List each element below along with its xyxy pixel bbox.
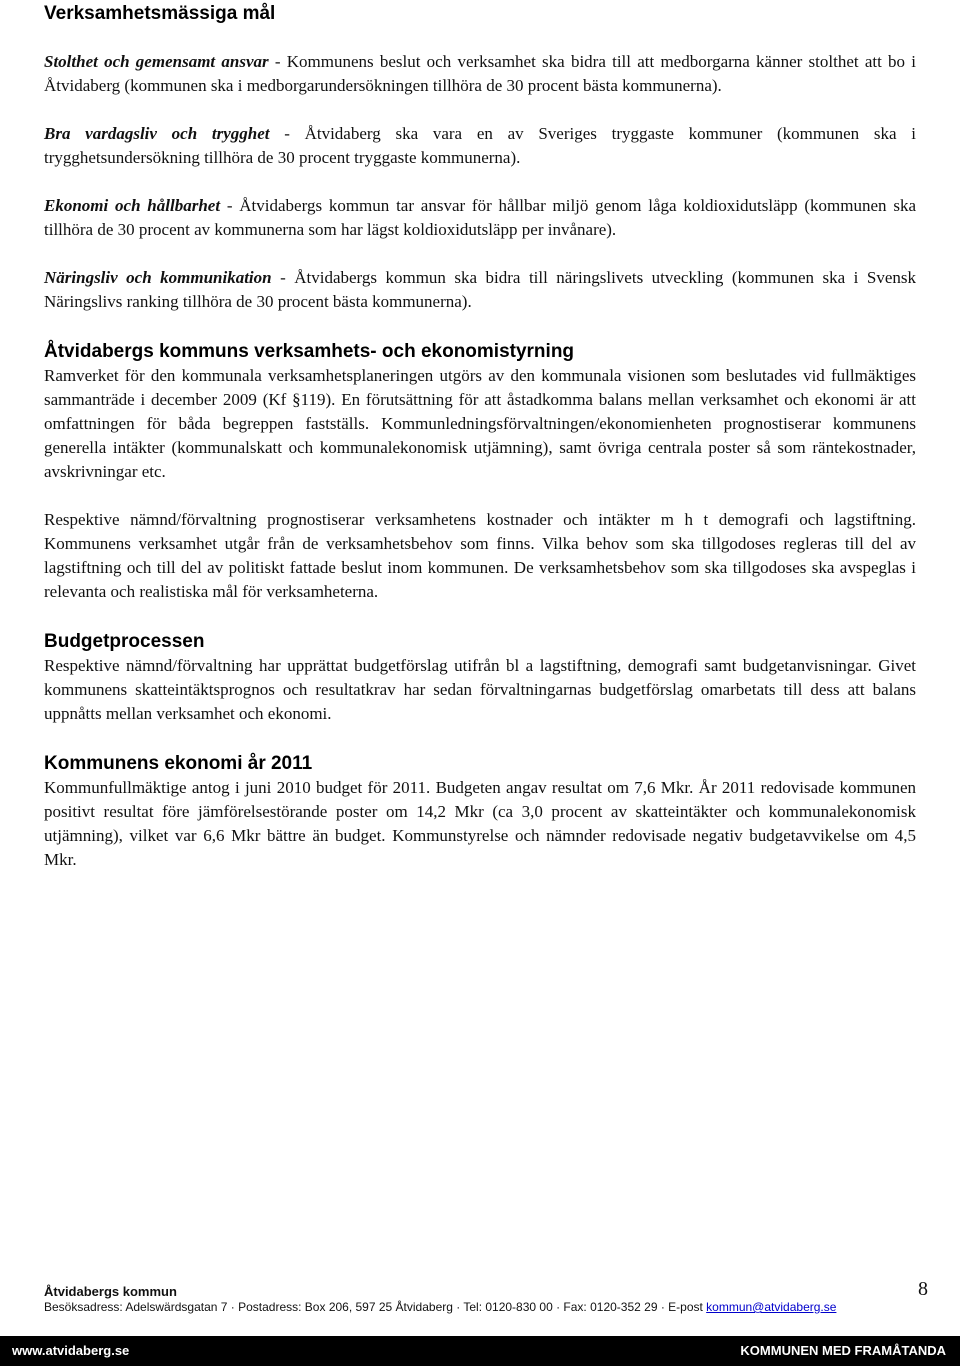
goal-text: - Åtvidabergs kommun ska bidra till näringslivets utveckling (kommunen ska i Svensk Näringslivs ranking tillhöra de 30 procent bästa kommunerna). [44, 268, 916, 311]
governance-paragraph: Respektive nämnd/förvaltning prognostiserar verksamhetens kostnader och intäkter m h t demografi och lagstiftning. Kommunens verksamhet utgår från de verksamhetsbehov som finns. Vilka behov som ska tillgodoses regleras till del av lagstiftning och till del av politiskt fattade beslut inom kommunen. De verksamhetsbehov som ska tillgodoses ska avspeglas i relevanta och realistiska mål för verksamheterna. [44, 510, 916, 601]
footer-bar [0, 1336, 960, 1366]
goal-paragraph [44, 266, 916, 314]
footer-email-link[interactable]: kommun@atvidaberg.se [706, 1300, 837, 1314]
goal-term: Ekonomi och hållbarhet [44, 196, 221, 215]
goal-paragraph [44, 50, 916, 98]
goal-paragraph [44, 122, 916, 170]
budget-paragraph: Respektive nämnd/förvaltning har upprättat budgetförslag utifrån bl a lagstiftning, demografi samt budgetanvisningar. Givet kommunens skatteintäktsprognos och resultatkrav har sedan förvaltningarnas budgetförslag omarbetats till dess att balans uppnåtts mellan verksamhet och ekonomi. [44, 656, 916, 723]
footer-website-link[interactable]: www.atvidaberg.se [12, 1343, 130, 1358]
goal-term: Näringsliv och kommunikation [44, 268, 272, 287]
goal-term: Bra vardagsliv och trygghet [44, 124, 270, 143]
page-number: 8 [918, 1278, 928, 1300]
section-heading-budget: Budgetprocessen [44, 631, 205, 652]
economy-paragraph: Kommunfullmäktige antog i juni 2010 budget för 2011. Budgeten angav resultat om 7,6 Mkr. År 2011 redovisade kommunen positivt resultat före jämförelsestörande poster om 14,2 Mkr (ca 3,0 procent av skatteintäkter och kommunalekonomisk utjämning), vilket var 6,6 Mkr bättre än budget. Kommunstyrelse och nämnder redovisade negativ budgetavvikelse om 4,5 Mkr. [44, 778, 916, 869]
goal-text: - Åtvidabergs kommun tar ansvar för hållbar miljö genom låga koldioxidutsläpp (kommunen ska tillhöra de 30 procent av kommunerna som har lägst koldioxidutsläpp per invånare). [44, 196, 916, 239]
governance-paragraph: Ramverket för den kommunala verksamhetsplaneringen utgörs av den kommunala visionen som beslutades vid fullmäktiges sammanträde i december 2009 (Kf §119). En förutsättning för att åstadkomma balans mellan verksamhet och ekonomi är att omfattningen för båda begreppen fastställs. Kommunledningsförvaltningen/ekonomienheten prognostiserar kommunens generella intäkter (kommunalskatt och kommunalekonomisk utjämning), samt övriga centrala poster så som räntekostnader, avskrivningar etc. [44, 366, 916, 481]
footer-address [44, 1300, 836, 1314]
document-body [44, 0, 916, 872]
goal-text: - Kommunens beslut och verksamhet ska bidra till att medborgarna känner stolthet att bo i Åtvidaberg (kommunen ska i medborgarundersökningen tillhöra de 30 procent bästa kommunerna). [44, 52, 916, 95]
goal-paragraph [44, 194, 916, 242]
footer-org-name: Åtvidabergs kommun [44, 1284, 177, 1299]
goal-term: Stolthet och gemensamt ansvar [44, 52, 269, 71]
section-heading-governance: Åtvidabergs kommuns verksamhets- och ekonomistyrning [44, 341, 575, 362]
section-heading-goals: Verksamhetsmässiga mål [44, 3, 276, 24]
footer-slogan: KOMMUNEN MED FRAMÅTANDA [740, 1343, 946, 1358]
goal-text: - Åtvidaberg ska vara en av Sveriges tryggaste kommuner (kommunen ska i trygghetsundersökning tillhöra de 30 procent tryggaste kommunerna). [44, 124, 916, 167]
footer-address-text: Besöksadress: Adelswärdsgatan 7 · Postadress: Box 206, 597 25 Åtvidaberg · Tel: 0120-830 00 · Fax: 0120-352 29 · E-post [44, 1300, 707, 1314]
section-heading-economy: Kommunens ekonomi år 2011 [44, 753, 313, 774]
